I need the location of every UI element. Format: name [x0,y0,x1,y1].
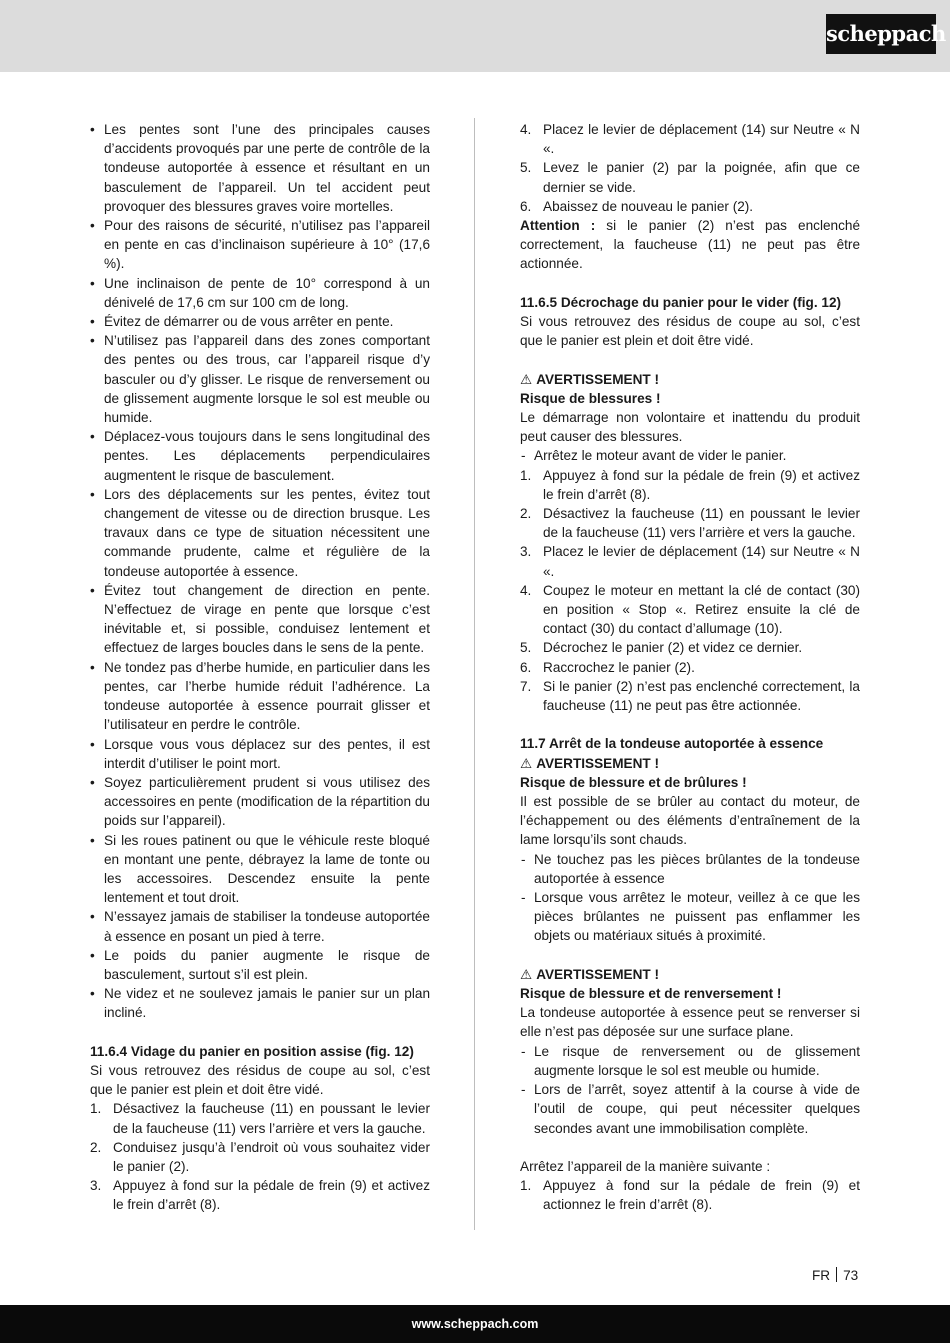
list-item: • N’utilisez pas l’appareil dans des zones comportant des pentes ou des trous, car l’appareil risque d’y basculer ou d’y glisser. Le risque de renversement ou de glissement augmente lorsque le sol est meuble ou humide. [90,331,430,427]
seated-emptying-steps-continued [520,120,860,216]
stop-steps [520,1176,860,1214]
risk-dash-list [520,446,860,465]
list-item: • Déplacez-vous toujours dans le sens longitudinal des pentes. Les déplacements perpendiculaires augmentent le risque de basculement. [90,427,430,485]
section-heading-11-6-4: 11.6.4 Vidage du panier en position assise (fig. 12) [90,1043,414,1059]
left-column [90,120,430,1215]
list-item: 2. Conduisez jusqu’à l’endroit où vous souhaitez vider le panier (2). [90,1139,430,1174]
list-item: 4. Coupez le moteur en mettant la clé de contact (30) en position « Stop «. Retirez ensuite la clé de contact (30) du contact d’allumage (10). [520,582,860,637]
section-heading-11-6-5: 11.6.5 Décrochage du panier pour le vider (fig. 12) [520,294,842,310]
list-item: • Évitez de démarrer ou de vous arrêter en pente. [90,312,430,331]
warning-icon: ⚠ [520,755,533,771]
list-item: • N’essayez jamais de stabiliser la tondeuse autoportée à essence en posant un pied à terre. [90,907,430,945]
burn-risk-list [520,850,860,946]
list-item: 5. Levez le panier (2) par la poignée, afin que ce dernier se vide. [520,160,860,195]
section-heading-11-7: 11.7 Arrêt de la tondeuse autoportée à essence [520,736,824,752]
warning-icon: ⚠ [520,966,533,982]
stop-intro: Arrêtez l’appareil de la manière suivante : [520,1158,771,1174]
attention-note: Attention : si le panier (2) n’est pas enclenché correctement, la faucheuse (11) ne peut pas être actionnée. [520,218,861,272]
slope-safety-list [90,120,430,1023]
list-item: • Soyez particulièrement prudent si vous utilisez des accessoires en pente (modification de la répartition du poids sur l’appareil). [90,773,430,831]
list-item: 1. Appuyez à fond sur la pédale de frein (9) et activez le frein d’arrêt (8). [520,467,860,502]
risk-title: Risque de blessures ! [520,390,661,406]
scheppach-logo: scheppach [826,14,936,54]
list-item: - Le risque de renversement ou de glissement augmente lorsque le sol est meuble ou humide. [520,1042,860,1080]
warning-icon: ⚠ [520,371,533,387]
footer-url: www.scheppach.com [0,1305,950,1343]
list-item: 3. Placez le levier de déplacement (14) sur Neutre « N «. [520,544,860,579]
warning-heading: ⚠ AVERTISSEMENT ! [520,965,860,984]
seated-emptying-steps [90,1099,430,1214]
list-item: - Lorsque vous arrêtez le moteur, veillez à ce que les pièces brûlantes ne puissent pas enflammer les objets ou matériaux situés à proximité. [520,888,860,946]
risk-text: Le démarrage non volontaire et inattendu du produit peut causer des blessures. [520,410,860,445]
list-item: 6. Raccrochez le panier (2). [520,659,695,675]
page-number: FR 73 [812,1268,859,1283]
list-item: • Les pentes sont l’une des principales causes d’accidents provoqués par une perte de contrôle de la tondeuse autoportée à essence et résultant en un basculement de l’appareil. Un tel accident peut provoquer des blessures graves voire mortelles. [90,120,430,216]
rollover-risk-list [520,1042,860,1138]
header-band [0,0,950,72]
list-item: 4. Placez le levier de déplacement (14) sur Neutre « N «. [520,122,860,157]
column-divider [474,118,475,1230]
list-item: 1. Désactivez la faucheuse (11) en poussant le levier de la faucheuse (11) vers l’arrière et vers la gauche. [90,1101,430,1136]
list-item: • Une inclinaison de pente de 10° correspond à un dénivelé de 17,6 cm sur 100 cm de long. [90,274,430,312]
list-item: • Pour des raisons de sécurité, n’utilisez pas l’appareil en pente en cas d’inclinaison supérieure à 10° (17,6 %). [90,216,430,274]
list-item: 3. Appuyez à fond sur la pédale de frein (9) et activez le frein d’arrêt (8). [90,1178,430,1213]
list-item: - Lors de l’arrêt, soyez attentif à la course à vide de l’outil de coupe, qui peut nécessiter quelques secondes avant une immobilisation complète. [520,1080,860,1138]
list-item: • Lorsque vous vous déplacez sur des pentes, il est interdit d’utiliser le point mort. [90,735,430,773]
risk-title: Risque de blessure et de renversement ! [520,986,782,1002]
list-item: • Ne videz et ne soulevez jamais le panier sur un plan incliné. [90,984,430,1022]
warning-heading: ⚠ AVERTISSEMENT ! [520,754,860,773]
list-item: • Le poids du panier augmente le risque de basculement, surtout s’il est plein. [90,946,430,984]
list-item: - Ne touchez pas les pièces brûlantes de la tondeuse autoportée à essence [520,850,860,888]
section-intro: Si vous retrouvez des résidus de coupe au sol, c’est que le panier est plein et doit être vidé. [520,314,860,349]
warning-heading: ⚠ AVERTISSEMENT ! [520,370,860,389]
list-item: 7. Si le panier (2) n’est pas enclenché correctement, la faucheuse (11) ne peut pas être actionnée. [520,678,860,714]
list-item: • Ne tondez pas d’herbe humide, en particulier dans les pentes, car l’herbe humide réduit l’adhérence. La tondeuse autoportée à essence pourrait glisser et l’utilisateur en perdre le contrôle. [90,658,430,735]
list-item: 6. Abaissez de nouveau le panier (2). [520,198,754,214]
list-item: 2. Désactivez la faucheuse (11) en poussant le levier de la faucheuse (11) vers l’arrière et vers la gauche. [520,506,860,541]
risk-text: Il est possible de se brûler au contact du moteur, de l’échappement ou des éléments d’entraînement de la lame lorsqu’ils sont chauds. [520,794,860,848]
list-item: • Évitez tout changement de direction en pente. N’effectuez de virage en pente que lorsque c’est inévitable et, si possible, conduisez lentement et effectuez de larges boucles dans le sens de la pente. [90,581,430,658]
unhook-basket-steps [520,466,860,716]
risk-title: Risque de blessure et de brûlures ! [520,774,747,790]
list-item: 5. Décrochez le panier (2) et videz ce dernier. [520,640,803,656]
list-item: - Arrêtez le moteur avant de vider le panier. [520,446,860,465]
right-column [520,120,860,1215]
list-item: • Lors des déplacements sur les pentes, évitez tout changement de vitesse ou de direction brusque. Les travaux dans ce type de situation nécessitent une commande prudente, calme et régulière de la tondeuse autoportée à essence. [90,485,430,581]
risk-text: La tondeuse autoportée à essence peut se renverser si elle n’est pas déposée sur une surface plane. [520,1005,860,1040]
list-item: • Si les roues patinent ou que le véhicule reste bloqué en montant une pente, débrayez la lame de tonte ou les accessoires. Descendez ensuite la pente lentement et tout droit. [90,831,430,908]
list-item: 1. Appuyez à fond sur la pédale de frein (9) et actionnez le frein d’arrêt (8). [520,1178,860,1213]
section-intro: Si vous retrouvez des résidus de coupe au sol, c’est que le panier est plein et doit être vidé. [90,1062,430,1098]
